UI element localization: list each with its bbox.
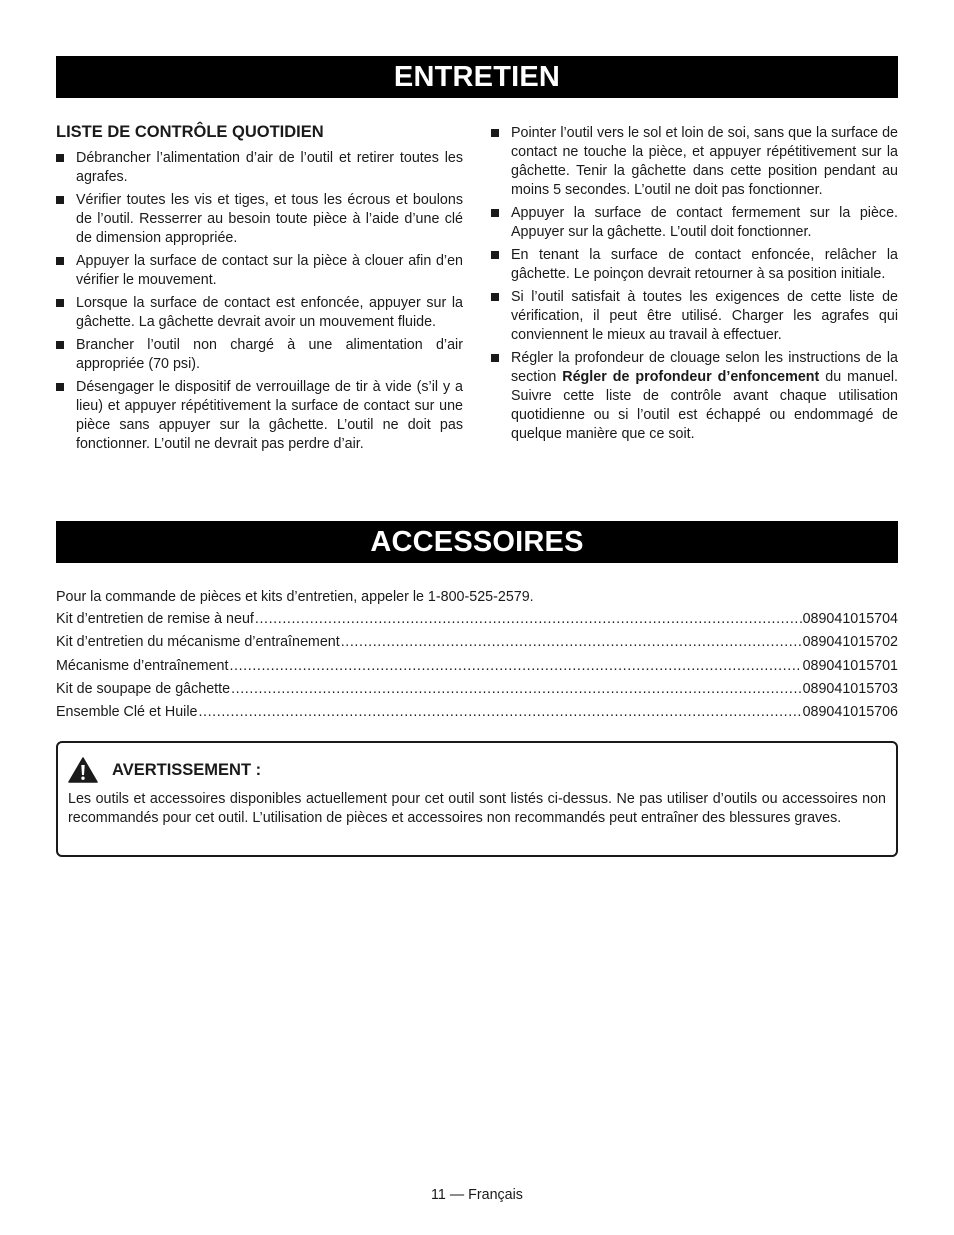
accessory-row [56,634,898,657]
list-item: Débrancher l’alimentation d’air de l’outil et retirer toutes les agrafes. [56,149,463,187]
list-item: Régler la profondeur de clouage selon les instructions de la section Régler de profondeur d’enfoncement du manuel. Suivre cette liste de contrôle avant chaque utilisation quotidienne ou si l’outil est échappé ou endommagé de quelque manière que ce soit. [491,349,898,444]
accessory-row [56,681,898,704]
dot-leader [229,658,801,674]
dot-leader [231,681,801,697]
bullet-square-icon [56,299,64,307]
page-footer: 11 — Français [431,1187,523,1203]
section-title-entretien: ENTRETIEN [56,56,898,98]
bullet-square-icon [491,129,499,137]
accessory-number: 089041015701 [802,657,898,674]
checklist-title: LISTE DE CONTRÔLE QUOTIDIEN [56,123,324,141]
warning-triangle-icon [68,757,98,783]
checklist-right-column [491,124,898,448]
warning-title: AVERTISSEMENT : [112,760,262,779]
checklist-list-left [56,149,463,454]
accessory-row [56,658,898,681]
bullet-square-icon [491,209,499,217]
accessory-name: Kit de soupape de gâchette [56,680,231,697]
accessory-name: Ensemble Clé et Huile [56,704,198,721]
list-item: Vérifier toutes les vis et tiges, et tous les écrous et boulons de l’outil. Resserrer au besoin toute pièce à l’aide d’une clé de dimension appropriée. [56,191,463,248]
warning-box [56,741,898,857]
list-item: Appuyer la surface de contact fermement sur la pièce. Appuyer sur la gâchette. L’outil doit fonctionner. [491,204,898,242]
accessory-row [56,611,898,634]
section-title-accessoires: ACCESSOIRES [56,521,898,563]
accessory-number: 089041015704 [802,611,898,627]
dot-leader [341,634,802,650]
bullet-square-icon [56,257,64,265]
list-item: Lorsque la surface de contact est enfoncée, appuyer sur la gâchette. La gâchette devrait avoir un mouvement fluide. [56,294,463,332]
list-item: Brancher l’outil non chargé à une alimentation d’air appropriée (70 psi). [56,336,463,374]
warning-text: Les outils et accessoires disponibles actuellement pour cet outil sont listés ci-dessus. Ne pas utiliser d’outils ou accessoires non recommandés pour cet outil. L’utilisation de pièces et accessoires non recommandés peut entraîner des blessures graves. [68,791,886,826]
dot-leader [198,704,801,720]
checklist-left-column [56,122,463,458]
bullet-square-icon [491,251,499,259]
list-item: En tenant la surface de contact enfoncée, relâcher la gâchette. Le poinçon devrait retourner à sa position initiale. [491,246,898,284]
list-item: Appuyer la surface de contact sur la pièce à clouer afin d’en vérifier le mouvement. [56,252,463,290]
bullet-square-icon [56,383,64,391]
section-reference: Régler de profondeur d’enfoncement [562,369,820,385]
warning-header [68,757,261,783]
list-item: Désengager le dispositif de verrouillage de tir à vide (s’il y a lieu) et appuyer répétitivement la surface de contact sur une pièce sans appuyer sur la gâchette. L’outil ne doit pas fonctionner. L’outil ne devrait pas perdre d’air. [56,378,463,454]
list-item: Si l’outil satisfait à toutes les exigences de cette liste de vérification, il peut être utilisé. Charger les agrafes qui conviennent le mieux au travail à effectuer. [491,288,898,345]
accessory-row [56,704,898,727]
accessory-number: 089041015702 [802,634,898,651]
checklist-list-right [491,124,898,444]
accessory-number: 089041015703 [802,680,898,697]
dot-leader [255,611,802,627]
accessories-list [56,588,898,727]
bullet-square-icon [491,354,499,362]
accessories-intro: Pour la commande de pièces et kits d’entretien, appeler le 1-800-525-2579. [56,589,534,605]
bullet-square-icon [56,196,64,204]
accessory-name: Kit d’entretien du mécanisme d’entraînement [56,634,340,651]
bullet-square-icon [56,154,64,162]
bullet-square-icon [56,341,64,349]
list-item: Pointer l’outil vers le sol et loin de soi, sans que la surface de contact ne touche la pièce, et appuyer répétitivement sur la gâchette. Tenir la gâchette dans cette position pendant au moins 5 secondes. L’outil ne doit pas fonctionner. [491,124,898,200]
accessory-number: 089041015706 [802,704,898,721]
accessory-name: Mécanisme d’entraînement [56,657,229,674]
accessory-name: Kit d’entretien de remise à neuf [56,611,254,627]
bullet-square-icon [491,293,499,301]
